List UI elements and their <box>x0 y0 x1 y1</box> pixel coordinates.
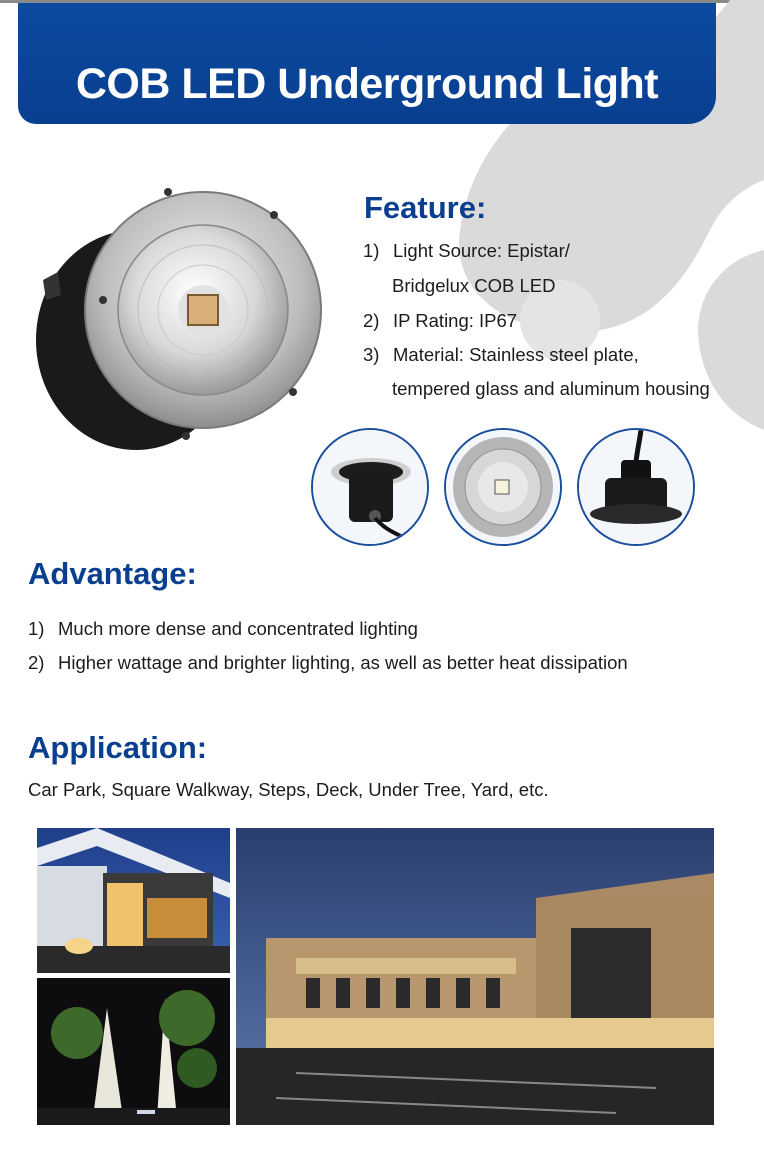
feature-item-3-cont: tempered glass and aluminum housing <box>392 378 710 399</box>
advantage-item-2 <box>28 652 628 674</box>
advantage-item-1-text: Much more dense and concentrated lighting <box>58 618 418 639</box>
advantage-item-2-number: 2) <box>28 652 45 673</box>
product-main-image <box>28 160 328 460</box>
feature-item-1-cont: Bridgelux COB LED <box>392 275 556 296</box>
advantage-heading: Advantage: <box>28 556 197 591</box>
feature-item-3-number: 3) <box>363 344 380 365</box>
page-title: COB LED Underground Light <box>75 60 659 108</box>
application-photo-building-corner <box>37 828 230 973</box>
feature-item-2-number: 2) <box>363 310 380 331</box>
application-text: Car Park, Square Walkway, Steps, Deck, Under Tree, Yard, etc. <box>28 779 549 800</box>
advantage-item-1-number: 1) <box>28 618 45 639</box>
advantage-item-1 <box>28 618 418 640</box>
feature-item-1 <box>363 240 570 262</box>
application-heading: Application: <box>28 730 208 765</box>
feature-item-2-line1: IP Rating: IP67 <box>393 310 518 331</box>
detail-thumb-side-view <box>311 428 429 546</box>
feature-heading: Feature: <box>364 190 487 225</box>
application-photo-tree-uplights <box>37 978 230 1125</box>
advantage-item-2-text: Higher wattage and brighter lighting, as well as better heat dissipation <box>58 652 628 673</box>
feature-item-2 <box>363 310 517 332</box>
feature-item-3-line1: Material: Stainless steel plate, <box>393 344 639 365</box>
feature-item-3 <box>363 344 639 366</box>
detail-thumb-back-view <box>577 428 695 546</box>
detail-thumb-front-view <box>444 428 562 546</box>
application-photo-office-building-night <box>236 828 714 1125</box>
feature-item-1-number: 1) <box>363 240 380 261</box>
feature-item-1-line1: Light Source: Epistar/ <box>393 240 570 261</box>
